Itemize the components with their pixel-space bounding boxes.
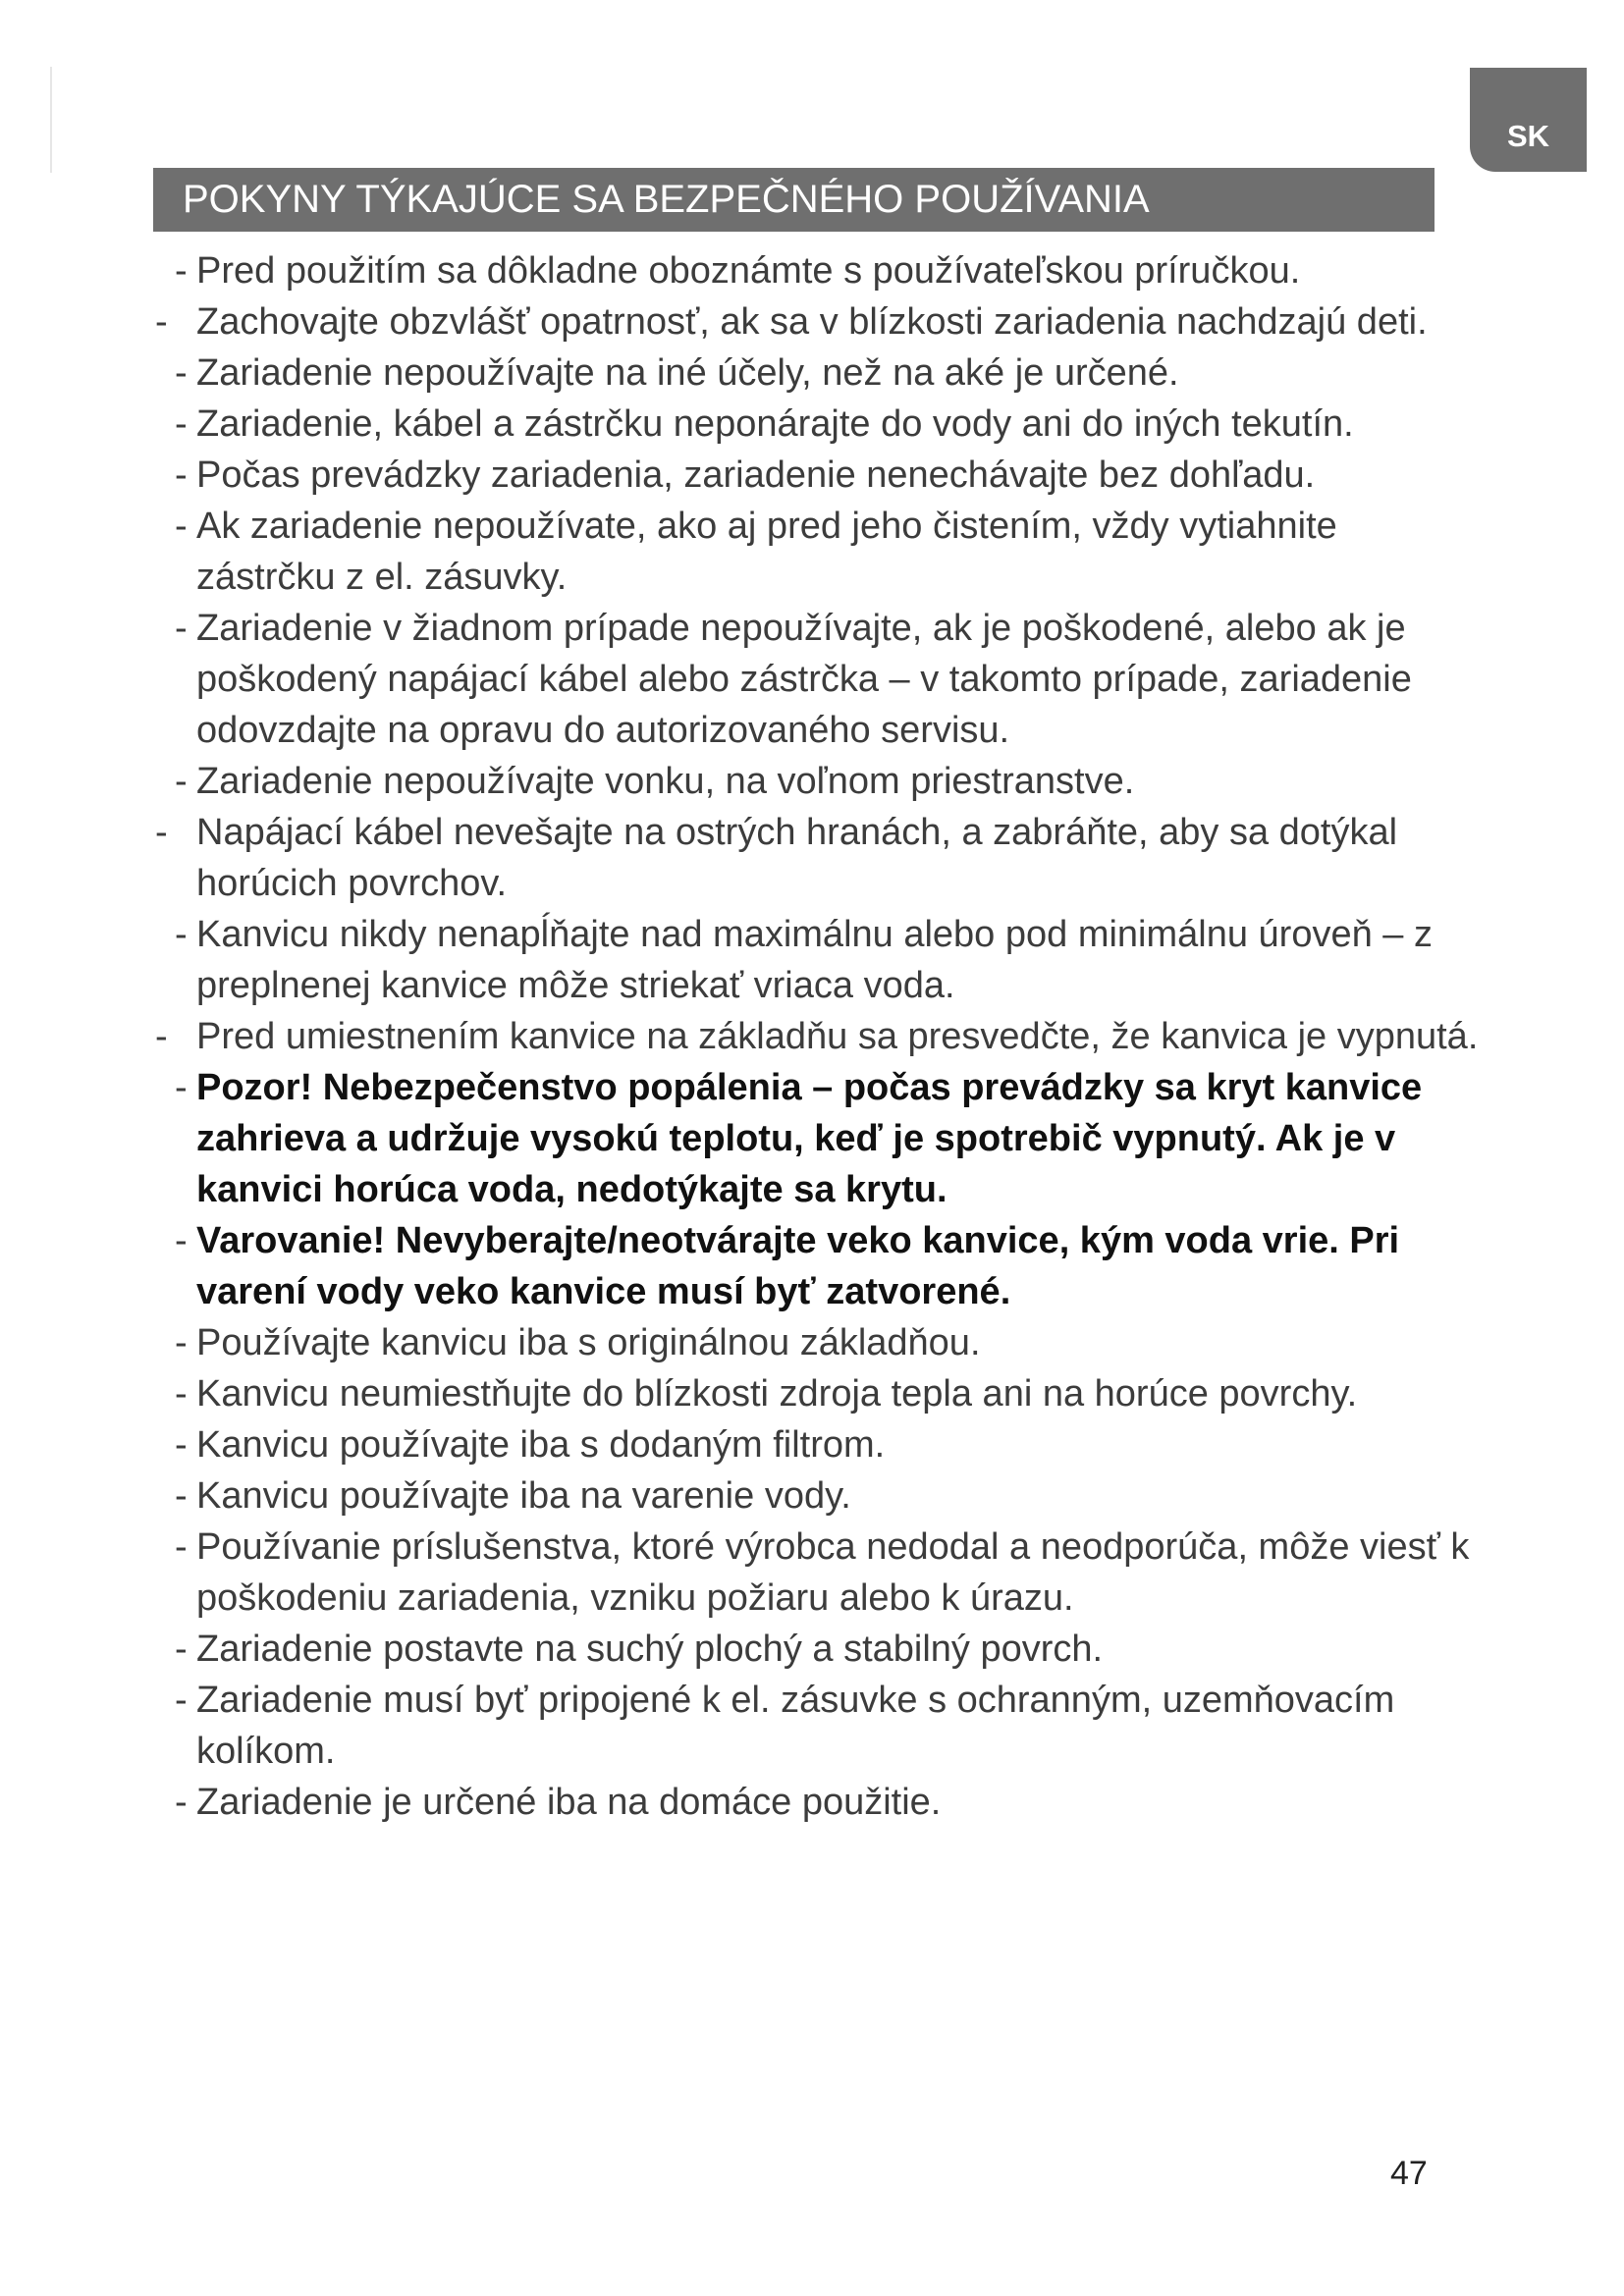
list-dash: - [175, 1424, 188, 1466]
list-dash: - [175, 1220, 188, 1261]
list-item-text: Pozor! Nebezpečenstvo popálenia – počas prevádzky sa kryt kanvice zahrieva a udržuje vysokú teplotu, keď je spotrebič vypnutý. Ak je v kanvici horúca voda, nedotýkajte sa krytu. [196, 1067, 1423, 1210]
list-item-text: Zariadenie, kábel a zástrčku neponárajte do vody ani do iných tekutín. [196, 403, 1354, 445]
list-item [157, 501, 1483, 603]
list-item-text: Pred použitím sa dôkladne oboznámte s používateľskou príručkou. [196, 250, 1301, 292]
list-item [157, 1522, 1483, 1624]
list-item-text: Používajte kanvicu iba s originálnou základňou. [196, 1322, 981, 1363]
list-item-text: Zariadenie je určené iba na domáce použitie. [196, 1782, 942, 1823]
list-item-text: Ak zariadenie nepoužívate, ako aj pred jeho čistením, vždy vytiahnite zástrčku z el. zásuvky. [196, 506, 1337, 598]
list-dash: - [175, 1475, 188, 1517]
list-item-text: Zariadenie musí byť pripojené k el. zásuvke s ochranným, uzemňovacím kolíkom. [196, 1680, 1395, 1772]
list-item-text: Používanie príslušenstva, ktoré výrobca nedodal a neodporúča, môže viesť k poškodeniu zariadenia, vzniku požiaru alebo k úrazu. [196, 1526, 1470, 1619]
list-item-text: Napájací kábel nevešajte na ostrých hranách, a zabráňte, aby sa dotýkal horúcich povrchov. [196, 812, 1398, 904]
list-item-warning [157, 1215, 1483, 1317]
list-item-text: Zachovajte obzvlášť opatrnosť, ak sa v blízkosti zariadenia nachdzajú deti. [196, 301, 1428, 343]
language-tab-label: SK [1506, 119, 1550, 153]
list-item-text: Varovanie! Nevyberajte/neotvárajte veko kanvice, kým voda vrie. Pri varení vody veko kanvice musí byť zatvorené. [196, 1220, 1400, 1312]
list-item [157, 756, 1483, 807]
list-dash: - [175, 1322, 188, 1363]
list-item-text: Zariadenie v žiadnom prípade nepoužívajte, ak je poškodené, alebo ak je poškodený napájací kábel alebo zástrčka – v takomto prípade, zariadenie odovzdajte na opravu do autorizovaného servisu. [196, 608, 1412, 751]
list-dash: - [155, 301, 168, 343]
list-item [157, 399, 1483, 450]
list-dash: - [175, 1680, 188, 1721]
list-item [157, 1317, 1483, 1368]
language-tab [1470, 68, 1587, 172]
list-dash: - [175, 403, 188, 445]
list-item [157, 1470, 1483, 1522]
safety-instructions-list [157, 245, 1483, 1828]
page-number: 47 [1390, 2155, 1428, 2192]
list-item-text: Počas prevádzky zariadenia, zariadenie nenechávajte bez dohľadu. [196, 454, 1316, 496]
list-dash: - [175, 352, 188, 394]
list-item [157, 1624, 1483, 1675]
section-title: POKYNY TÝKAJÚCE SA BEZPEČNÉHO POUŽÍVANIA [183, 178, 1150, 221]
list-dash: - [175, 1782, 188, 1823]
list-item-text: Kanvicu nikdy nenapĺňajte nad maximálnu alebo pod minimálnu úroveň – z preplnenej kanvice môže striekať vriaca voda. [196, 914, 1433, 1006]
list-dash: - [175, 1067, 188, 1108]
list-item-text: Kanvicu používajte iba na varenie vody. [196, 1475, 851, 1517]
list-item-text: Kanvicu používajte iba s dodaným filtrom. [196, 1424, 886, 1466]
list-dash: - [155, 1016, 168, 1057]
list-item-warning [157, 1062, 1483, 1215]
list-item-text: Zariadenie nepoužívajte na iné účely, než na aké je určené. [196, 352, 1179, 394]
list-item [157, 347, 1483, 399]
margin-rule [50, 67, 52, 173]
list-dash: - [175, 914, 188, 955]
list-dash: - [175, 250, 188, 292]
list-item [157, 245, 1483, 296]
list-dash: - [175, 1629, 188, 1670]
list-item [157, 807, 1483, 909]
list-item [157, 1011, 1483, 1062]
list-item [157, 450, 1483, 501]
list-item-text: Zariadenie nepoužívajte vonku, na voľnom priestranstve. [196, 761, 1135, 802]
list-item [157, 603, 1483, 756]
list-dash: - [175, 1373, 188, 1415]
list-item-text: Pred umiestnením kanvice na základňu sa presvedčte, že kanvica je vypnutá. [196, 1016, 1479, 1057]
list-item-text: Zariadenie postavte na suchý plochý a stabilný povrch. [196, 1629, 1104, 1670]
list-item [157, 909, 1483, 1011]
list-item-text: Kanvicu neumiestňujte do blízkosti zdroja tepla ani na horúce povrchy. [196, 1373, 1358, 1415]
list-dash: - [175, 1526, 188, 1568]
list-dash: - [175, 608, 188, 649]
section-header [153, 168, 1435, 232]
list-item [157, 296, 1483, 347]
list-item [157, 1419, 1483, 1470]
list-dash: - [175, 761, 188, 802]
list-item [157, 1777, 1483, 1828]
list-item [157, 1368, 1483, 1419]
list-dash: - [175, 506, 188, 547]
list-item [157, 1675, 1483, 1777]
list-dash: - [175, 454, 188, 496]
list-dash: - [155, 812, 168, 853]
